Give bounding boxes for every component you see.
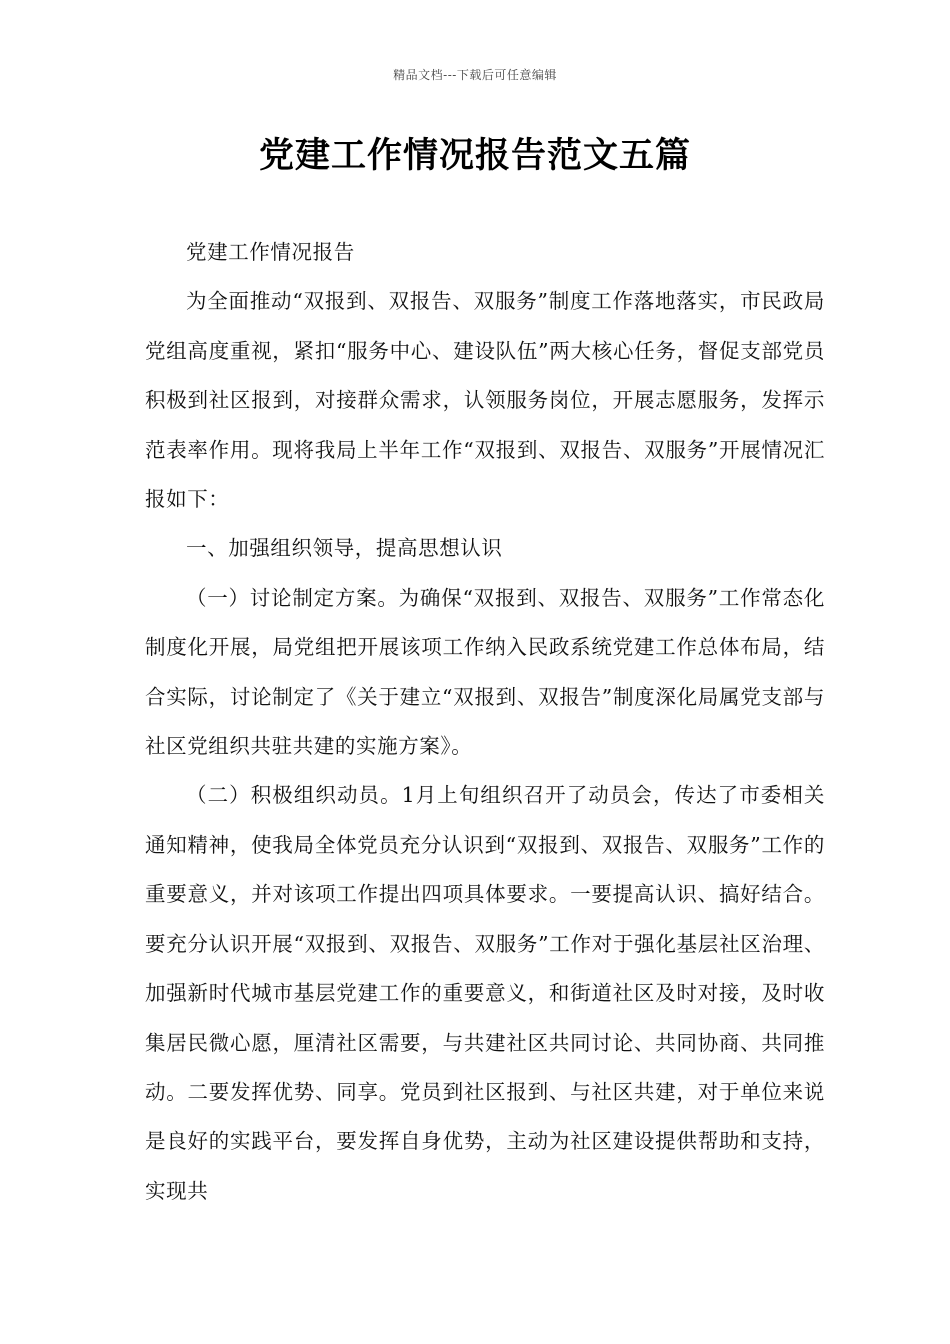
- document-body: [145, 228, 825, 1216]
- paragraph-section-heading: 一、加强组织领导，提高思想认识: [186, 536, 503, 561]
- paragraph-item-1: （一）讨论制定方案。为确保“双报到、双报告、双服务”工作常态化制度化开展，局党组把开展该项工作纳入民政系统党建工作总体布局，结合实际，讨论制定了《关于建立“双报到、双报告”制度深化局属党支部与社区党组织共驻共建的实施方案》。: [145, 585, 825, 759]
- paragraph-intro: 为全面推动“双报到、双报告、双服务”制度工作落地落实，市民政局党组高度重视，紧扣“服务中心、建设队伍”两大核心任务，督促支部党员积极到社区报到，对接群众需求，认领服务岗位，开展志愿服务，发挥示范表率作用。现将我局上半年工作“双报到、双报告、双服务”开展情况汇报如下：: [145, 289, 825, 512]
- paragraph-subtitle: 党建工作情况报告: [186, 240, 355, 264]
- header-note: 精品文档---下载后可任意编辑: [393, 68, 557, 82]
- document-title: 党建工作情况报告范文五篇: [258, 135, 691, 176]
- paragraph-item-2: （二）积极组织动员。1月上旬组织召开了动员会，传达了市委相关通知精神，使我局全体党员充分认识到“双报到、双报告、双服务”工作的重要意义，并对该项工作提出四项具体要求。一要提高认识、搞好结合。要充分认识开展“双报到、双报告、双服务”工作对于强化基层社区治理、加强新时代城市基层党建工作的重要意义，和街道社区及时对接，及时收集居民微心愿，厘清社区需要，与共建社区共同讨论、共同协商、共同推动。二要发挥优势、同享。党员到社区报到、与社区共建，对于单位来说是良好的实践平台，要发挥自身优势，主动为社区建设提供帮助和支持，实现共: [145, 783, 825, 1203]
